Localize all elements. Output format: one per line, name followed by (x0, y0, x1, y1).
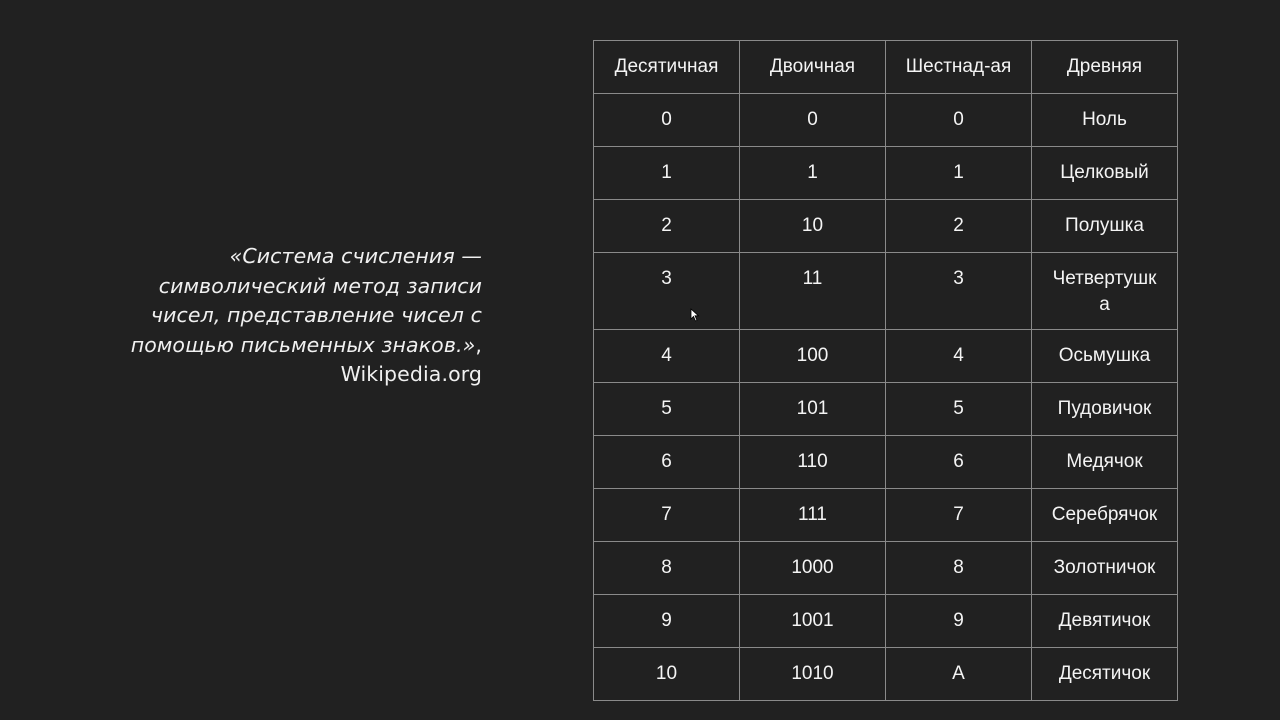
cell-binary: 1 (740, 147, 886, 200)
cell-decimal: 7 (594, 489, 740, 542)
cell-hex: 3 (886, 253, 1032, 330)
cell-hex: 8 (886, 542, 1032, 595)
cell-ancient: Золотничок (1032, 542, 1178, 595)
cell-binary: 1000 (740, 542, 886, 595)
cell-decimal: 10 (594, 648, 740, 701)
wikipedia-quote (90, 242, 482, 390)
cell-binary: 0 (740, 94, 886, 147)
cell-decimal: 9 (594, 595, 740, 648)
header-hex: Шестнад-ая (886, 41, 1032, 94)
cell-hex: 9 (886, 595, 1032, 648)
cell-binary: 1010 (740, 648, 886, 701)
cell-binary: 10 (740, 200, 886, 253)
header-ancient: Древняя (1032, 41, 1178, 94)
table-row (594, 147, 1178, 200)
table-row (594, 489, 1178, 542)
cell-hex: 2 (886, 200, 1032, 253)
cell-binary: 111 (740, 489, 886, 542)
table-row (594, 94, 1178, 147)
cell-decimal: 0 (594, 94, 740, 147)
cell-hex: 7 (886, 489, 1032, 542)
cell-hex: 4 (886, 330, 1032, 383)
cell-hex: 0 (886, 94, 1032, 147)
cell-decimal: 3 (594, 253, 740, 330)
table-row (594, 383, 1178, 436)
cell-decimal: 4 (594, 330, 740, 383)
table-row (594, 436, 1178, 489)
cell-binary: 1001 (740, 595, 886, 648)
cell-ancient: Пудовичок (1032, 383, 1178, 436)
quote-line-3: чисел, представление чисел с (150, 303, 482, 327)
cell-hex: 5 (886, 383, 1032, 436)
cell-ancient: Четвертушк а (1032, 253, 1178, 330)
quote-line-2: символический метод записи (158, 273, 482, 298)
cell-binary: 101 (740, 383, 886, 436)
cell-ancient: Девятичок (1032, 595, 1178, 648)
table-row (594, 200, 1178, 253)
cell-binary: 100 (740, 330, 886, 383)
cell-ancient: Целковый (1032, 147, 1178, 200)
cell-ancient: Медячок (1032, 436, 1178, 489)
quote-comma: , (475, 332, 482, 357)
table-row (594, 648, 1178, 701)
cell-binary: 110 (740, 436, 886, 489)
table-header-row (594, 41, 1178, 94)
table-row (594, 542, 1178, 595)
quote-line-1: «Система счисления — (229, 244, 482, 268)
cell-decimal: 5 (594, 383, 740, 436)
table-row (594, 253, 1178, 330)
cell-ancient: Серебрячок (1032, 489, 1178, 542)
quote-source: Wikipedia.org (340, 362, 482, 386)
cell-hex: A (886, 648, 1032, 701)
cell-ancient: Ноль (1032, 94, 1178, 147)
header-decimal: Десятичная (594, 41, 740, 94)
cell-hex: 1 (886, 147, 1032, 200)
cell-decimal: 2 (594, 200, 740, 253)
table-row (594, 330, 1178, 383)
cell-decimal: 1 (594, 147, 740, 200)
quote-line-4: помощью письменных знаков.» (130, 332, 476, 357)
cell-binary: 11 (740, 253, 886, 330)
cell-ancient: Осьмушка (1032, 330, 1178, 383)
cell-decimal: 6 (594, 436, 740, 489)
cell-ancient: Десятичок (1032, 648, 1178, 701)
cell-hex: 6 (886, 436, 1032, 489)
cell-ancient: Полушка (1032, 200, 1178, 253)
header-binary: Двоичная (740, 41, 886, 94)
mouse-cursor-icon (690, 308, 700, 322)
number-systems-table (593, 40, 1178, 701)
cell-decimal: 8 (594, 542, 740, 595)
table-row (594, 595, 1178, 648)
